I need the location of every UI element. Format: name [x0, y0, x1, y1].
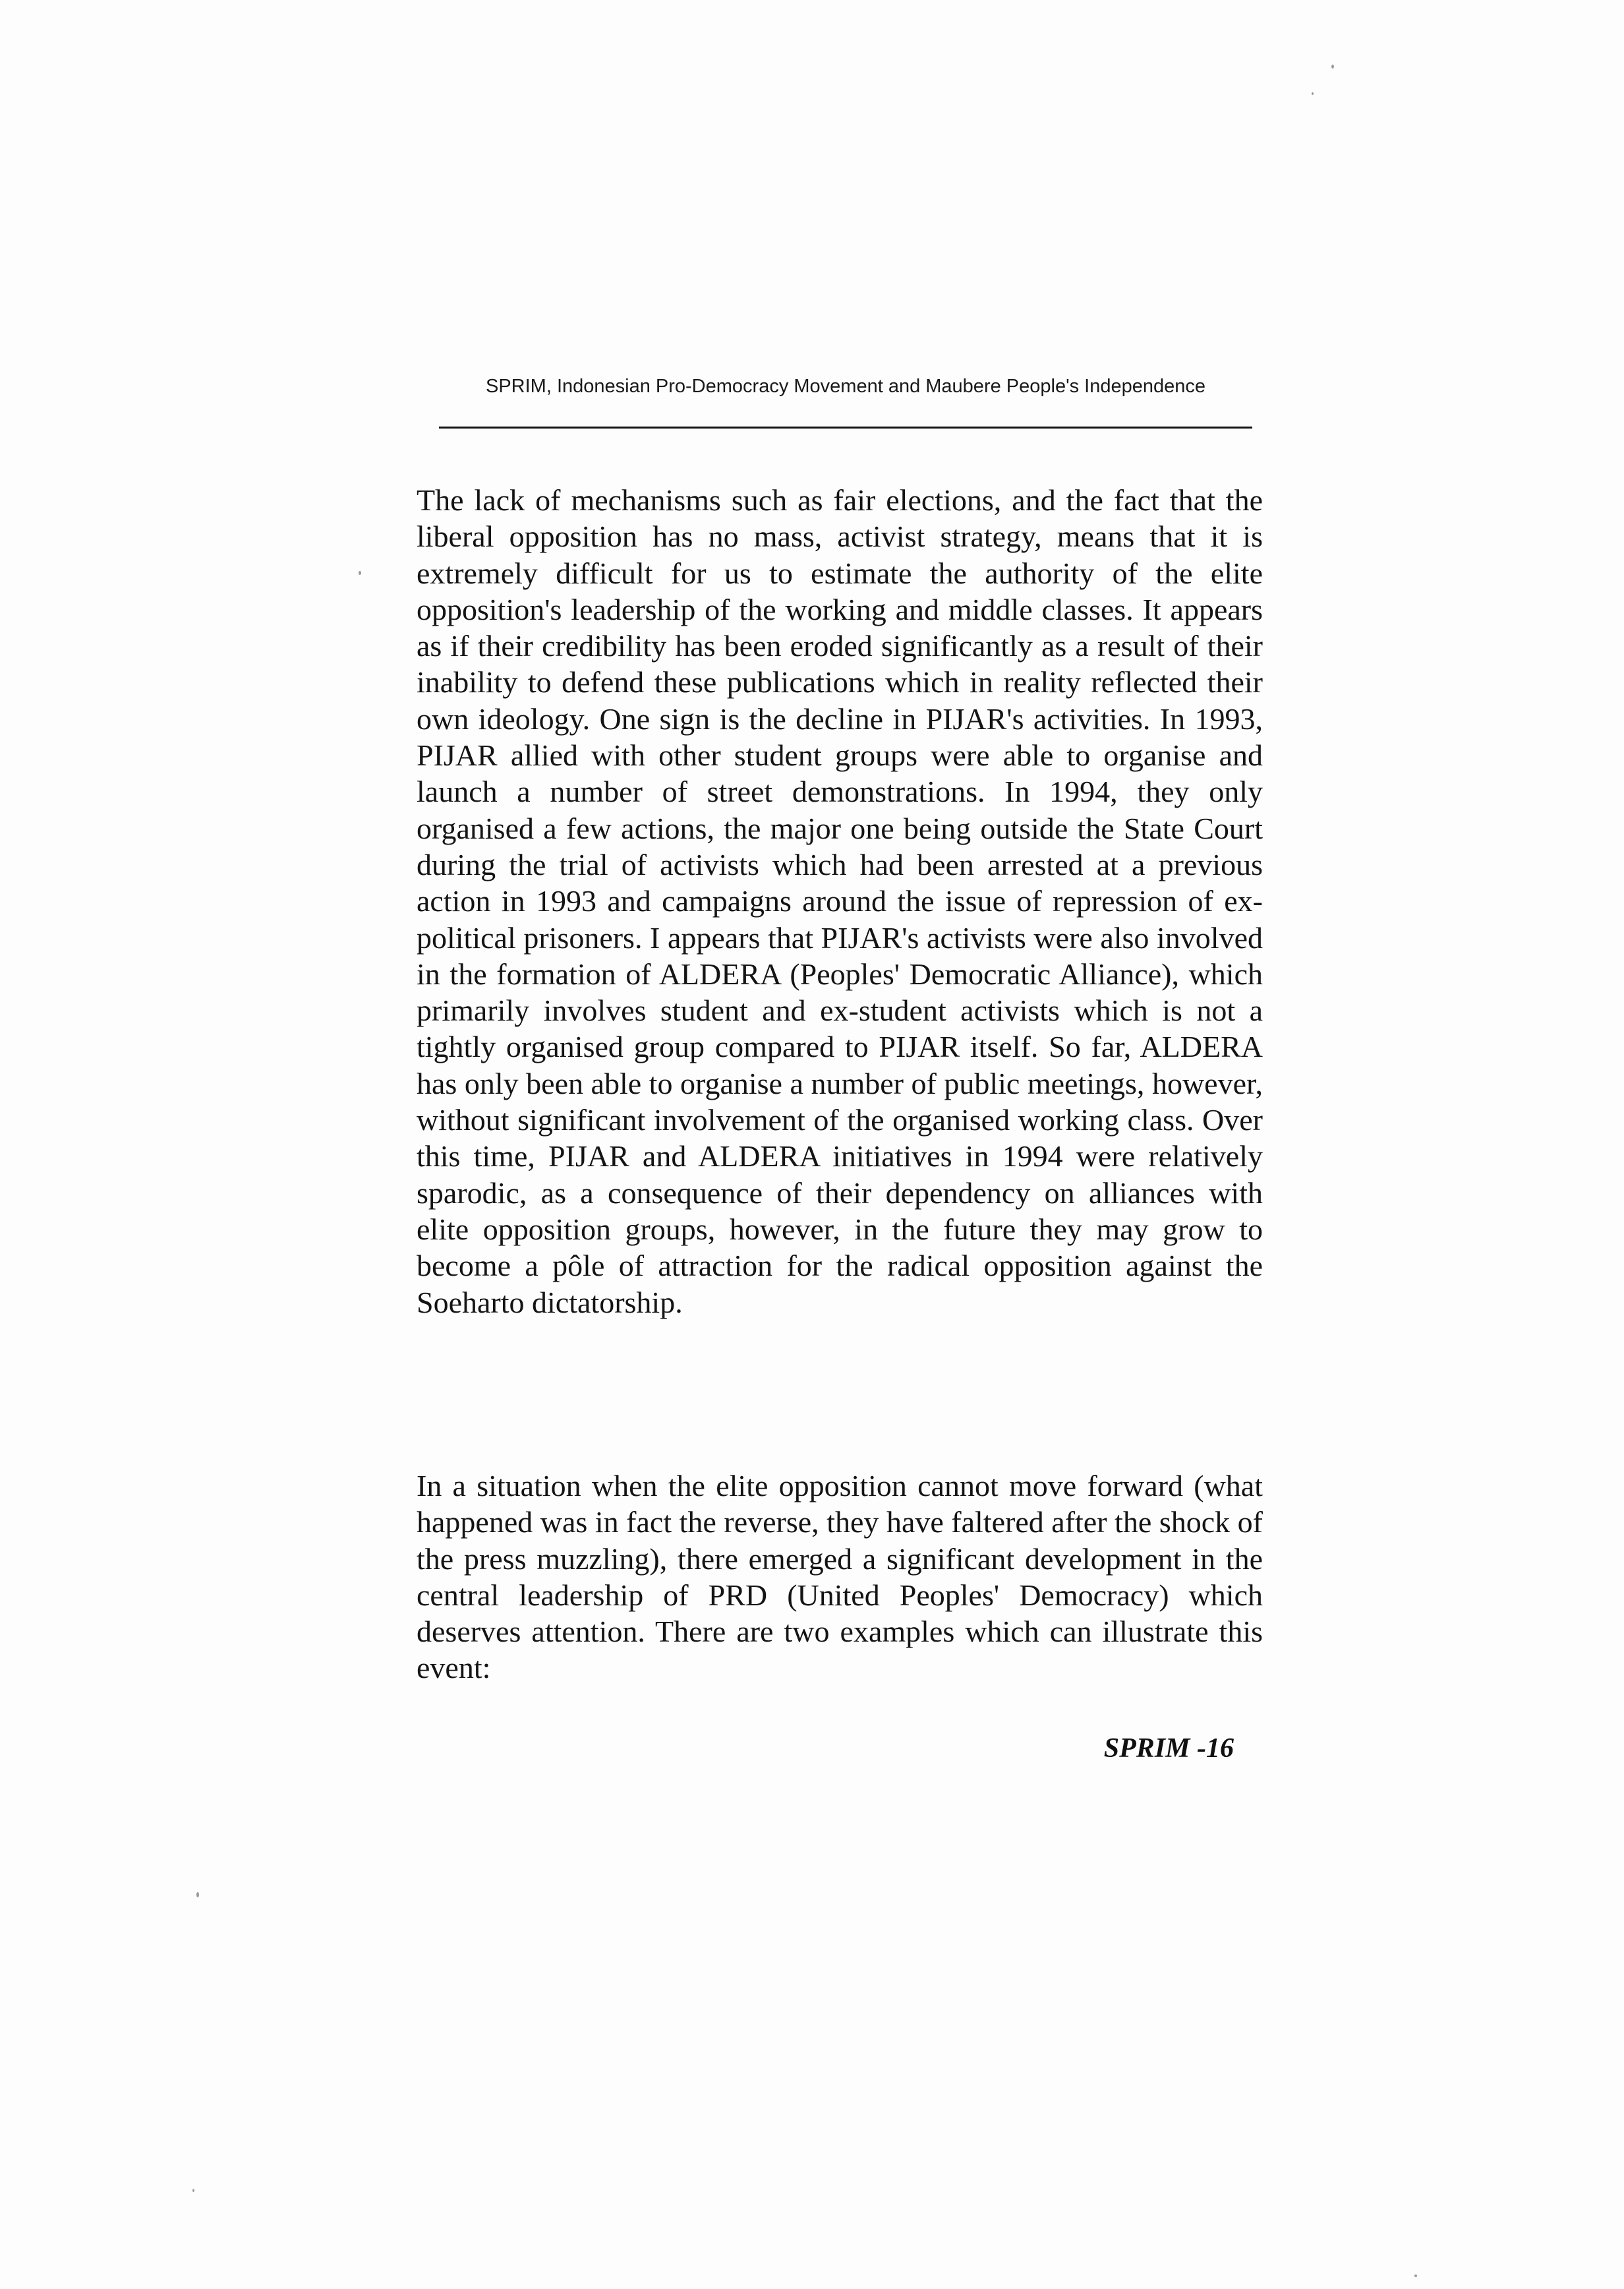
scan-speck: [196, 1892, 199, 1897]
scan-speck: [1331, 65, 1334, 69]
body-paragraph-1: [417, 482, 1263, 1321]
body-paragraph-2: [417, 1468, 1263, 1686]
page-folio: SPRIM -16: [1103, 1733, 1234, 1764]
header-rule: [439, 427, 1252, 429]
scan-speck: [359, 571, 361, 575]
paragraph-text: In a situation when the elite opposition cannot move forward (what happened was in fact the reverse, they have faltered after the shock of the press muzzling), there emerged a significant development in the central leadership of PRD (United Peoples' Democracy) which deserves attention. There are two examples which can illustrate this event:: [417, 1469, 1263, 1685]
scan-speck: [1414, 2274, 1417, 2277]
scan-speck: [1312, 92, 1314, 95]
scan-speck: [192, 2189, 194, 2192]
running-header: SPRIM, Indonesian Pro-Democracy Movement and Maubere People's Independence: [485, 376, 1206, 397]
paragraph-text: The lack of mechanisms such as fair elections, and the fact that the liberal opposition has no mass, activist strategy, means that it is extremely difficult for us to estimate the authority of the elite opposition's leadership of the working and middle classes. It appears as if their credibility has been eroded significantly as a result of their inability to defend these publications which in reality reflected their own ideology. One sign is the decline in PIJAR's activities. In 1993, PIJAR allied with other student groups were able to organise and launch a number of street demonstrations. In 1994, they only organised a few actions, the major one being outside the State Court during the trial of activists which had been arrested at a previous action in 1993 and campaigns around the issue of repression of ex-political prisoners. I appears that PIJAR's activists were also involved in the formation of ALDERA (Peoples' Democratic Alliance), which primarily involves student and ex-student activists which is not a tightly organised group compared to PIJAR itself. So far, ALDERA has only been able to organise a number of public meetings, however, without significant involvement of the organised working class. Over this time, PIJAR and ALDERA initiatives in 1994 were relatively sparodic, as a consequence of their dependency on alliances with elite opposition groups, however, in the future they may grow to become a pôle of attraction for the radical opposition against the Soeharto dictatorship.: [417, 483, 1263, 1319]
